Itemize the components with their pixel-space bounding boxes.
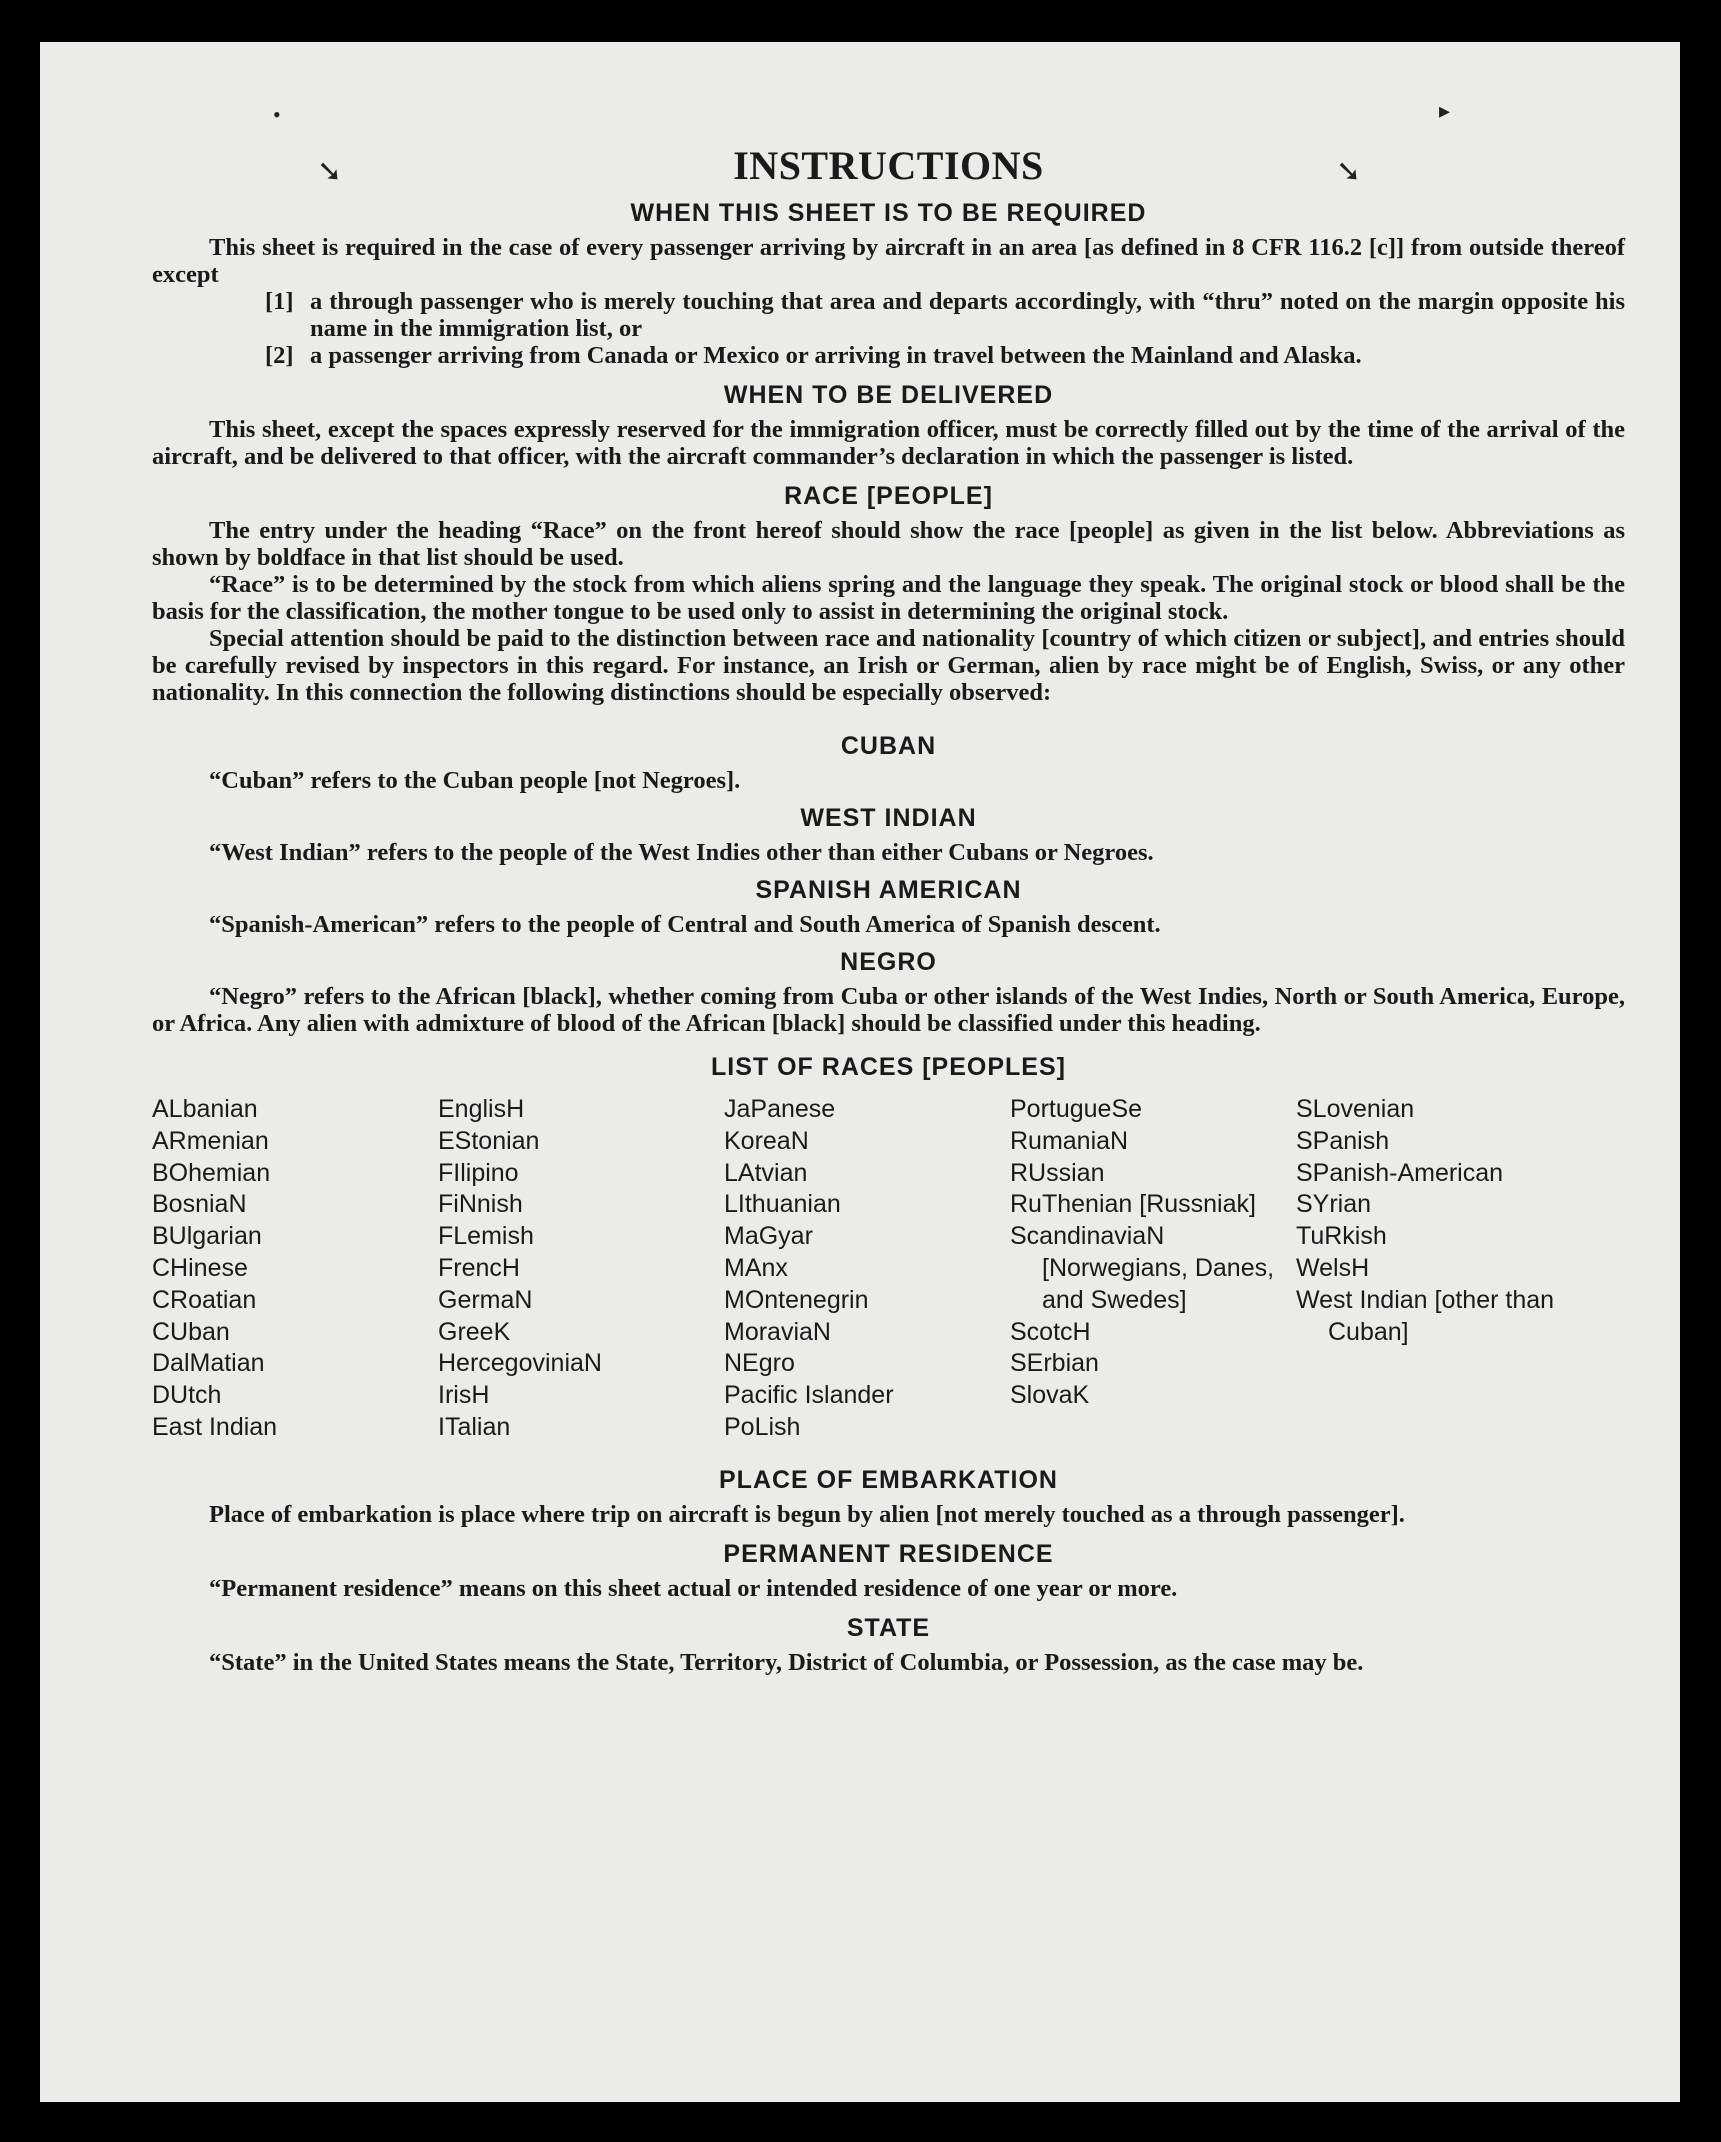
race-item: RUssian: [1010, 1158, 1105, 1187]
race-item: SLovenian: [1296, 1095, 1415, 1123]
races-list: [152, 1094, 1625, 1444]
race-item: SlovaK: [1010, 1381, 1090, 1410]
race-item: FiNnish: [438, 1190, 523, 1219]
heading-required: WHEN THIS SHEET IS TO BE REQUIRED: [630, 199, 1147, 227]
heading-list-of-races: LIST OF RACES [PEOPLES]: [711, 1053, 1066, 1081]
negro-text: “Negro” refers to the African [black], whether coming from Cuba or other islands of the West Indies, North or South America, Europe, or Africa. Any alien with admixture of blood of the African [black] should be classified under this heading.: [152, 983, 1625, 1037]
race-item: Pacific Islander: [724, 1381, 894, 1410]
race-item: PortugueSe: [1010, 1095, 1143, 1123]
races-column: [1010, 1094, 1296, 1444]
exception-item: [265, 342, 1625, 369]
heading-state: STATE: [846, 1613, 931, 1642]
race-item: FrencH: [438, 1253, 520, 1282]
races-column: [438, 1094, 724, 1444]
exception-item: [265, 288, 1625, 342]
race-item: GreeK: [438, 1317, 511, 1346]
race-item: SPanish-American: [1296, 1158, 1504, 1187]
race-item: SErbian: [1010, 1349, 1099, 1378]
race-item: PoLish: [724, 1412, 801, 1441]
mark-dot: •: [273, 102, 281, 127]
race-item: MoraviaN: [724, 1317, 831, 1346]
cuban-text: “Cuban” refers to the Cuban people [not Negroes].: [209, 767, 741, 794]
embarkation-text: Place of embarkation is place where trip on aircraft is begun by alien [not merely touched as a through passenger].: [209, 1500, 1405, 1528]
mark-dot: ▸: [1439, 98, 1451, 123]
heading-cuban: CUBAN: [840, 732, 937, 760]
heading-delivered: WHEN TO BE DELIVERED: [723, 381, 1054, 409]
race-item: West Indian [other than Cuban]: [1296, 1285, 1555, 1346]
race-item: East Indian: [152, 1412, 278, 1441]
race-item: FLemish: [438, 1222, 534, 1251]
race-item: LIthuanian: [724, 1190, 841, 1219]
heading-negro: NEGRO: [840, 948, 937, 976]
races-column: [724, 1094, 1010, 1444]
mark-arrow: ➘: [1336, 155, 1362, 188]
mark-arrow: ➘: [317, 155, 343, 188]
exception-text: a passenger arriving from Canada or Mexico or arriving in travel between the Mainland and Alaska.: [310, 342, 1362, 369]
race-item: SYrian: [1296, 1190, 1372, 1219]
delivered-text: This sheet, except the spaces expressly reserved for the immigration officer, must be correctly filled out by the time of the arrival of the aircraft, and be delivered to that officer, with the aircraft commander’s declaration in which the passenger is listed.: [152, 416, 1625, 470]
page-title: INSTRUCTIONS: [733, 143, 1044, 188]
heading-race: RACE [PEOPLE]: [784, 482, 993, 510]
race-item: DalMatian: [152, 1349, 265, 1378]
race-item: JaPanese: [724, 1095, 836, 1123]
race-item: EStonian: [438, 1126, 540, 1155]
race-paragraph: Special attention should be paid to the distinction between race and nationality [country of which citizen or subject], and entries should be carefully revised by inspectors in this regard. For instance, an Irish or German, alien by race might be of English, Swiss, or any other nationality. In this connection the following distinctions should be especially observed:: [152, 625, 1625, 706]
heading-embarkation: PLACE OF EMBARKATION: [719, 1465, 1058, 1494]
race-item: ARmenian: [152, 1126, 269, 1155]
race-item: BosniaN: [152, 1190, 247, 1219]
race-item: BOhemian: [152, 1158, 271, 1187]
race-item: ITalian: [438, 1412, 511, 1441]
race-item: RuThenian [Russniak]: [1010, 1190, 1256, 1219]
race-item: TuRkish: [1296, 1222, 1387, 1251]
race-item: ScotcH: [1010, 1317, 1091, 1346]
race-item: MaGyar: [724, 1222, 813, 1251]
race-item: MAnx: [724, 1253, 788, 1282]
document-content: [152, 142, 1625, 1676]
exception-number: [1]: [265, 288, 294, 315]
race-item: CRoatian: [152, 1285, 257, 1314]
state-text: “State” in the United States means the State, Territory, District of Columbia, or Possession, as the case may be.: [209, 1648, 1364, 1676]
west-indian-text: “West Indian” refers to the people of the West Indies other than either Cubans or Negroes.: [209, 839, 1154, 866]
exception-number: [2]: [265, 342, 294, 369]
race-item: KoreaN: [724, 1126, 809, 1155]
race-item: LAtvian: [724, 1158, 808, 1187]
race-item: GermaN: [438, 1285, 533, 1314]
race-item: HercegoviniaN: [438, 1349, 602, 1378]
required-intro: This sheet is required in the case of every passenger arriving by aircraft in an area [as defined in 8 CFR 116.2 [c]] from outside thereof except: [152, 234, 1625, 288]
race-item: BUlgarian: [152, 1222, 262, 1251]
race-item: SPanish: [1296, 1126, 1390, 1155]
race-item: IrisH: [438, 1381, 490, 1410]
race-item: NEgro: [724, 1349, 795, 1378]
exceptions-list: [265, 288, 1625, 369]
race-item: EnglisH: [438, 1095, 525, 1123]
race-item: RumaniaN: [1010, 1126, 1129, 1155]
heading-spanish-american: SPANISH AMERICAN: [755, 876, 1022, 904]
race-item: ScandinaviaN [Norwegians, Danes, and Swedes]: [1010, 1222, 1275, 1314]
spanish-american-text: “Spanish-American” refers to the people of Central and South America of Spanish descent.: [209, 911, 1161, 938]
race-item: WelsH: [1296, 1253, 1370, 1282]
races-column: [1296, 1094, 1582, 1444]
race-item: CHinese: [152, 1253, 248, 1282]
race-item: CUban: [152, 1317, 230, 1346]
races-column: [152, 1094, 438, 1444]
residence-text: “Permanent residence” means on this sheet actual or intended residence of one year or more.: [209, 1574, 1178, 1602]
exception-text: a through passenger who is merely touching that area and departs accordingly, with “thru” noted on the margin opposite his name in the immigration list, or: [310, 288, 1625, 342]
race-paragraph: The entry under the heading “Race” on the front hereof should show the race [people] as given in the list below. Abbreviations as shown by boldface in that list should be used.: [152, 517, 1625, 571]
document-page: [40, 42, 1680, 2102]
race-item: MOntenegrin: [724, 1285, 869, 1314]
race-item: DUtch: [152, 1381, 222, 1410]
heading-residence: PERMANENT RESIDENCE: [723, 1539, 1054, 1568]
race-item: ALbanian: [152, 1095, 258, 1123]
race-paragraph: “Race” is to be determined by the stock from which aliens spring and the language they speak. The original stock or blood shall be the basis for the classification, the mother tongue to be used only to assist in determining the original stock.: [152, 571, 1625, 625]
heading-west-indian: WEST INDIAN: [800, 804, 977, 832]
race-item: FIlipino: [438, 1158, 519, 1187]
